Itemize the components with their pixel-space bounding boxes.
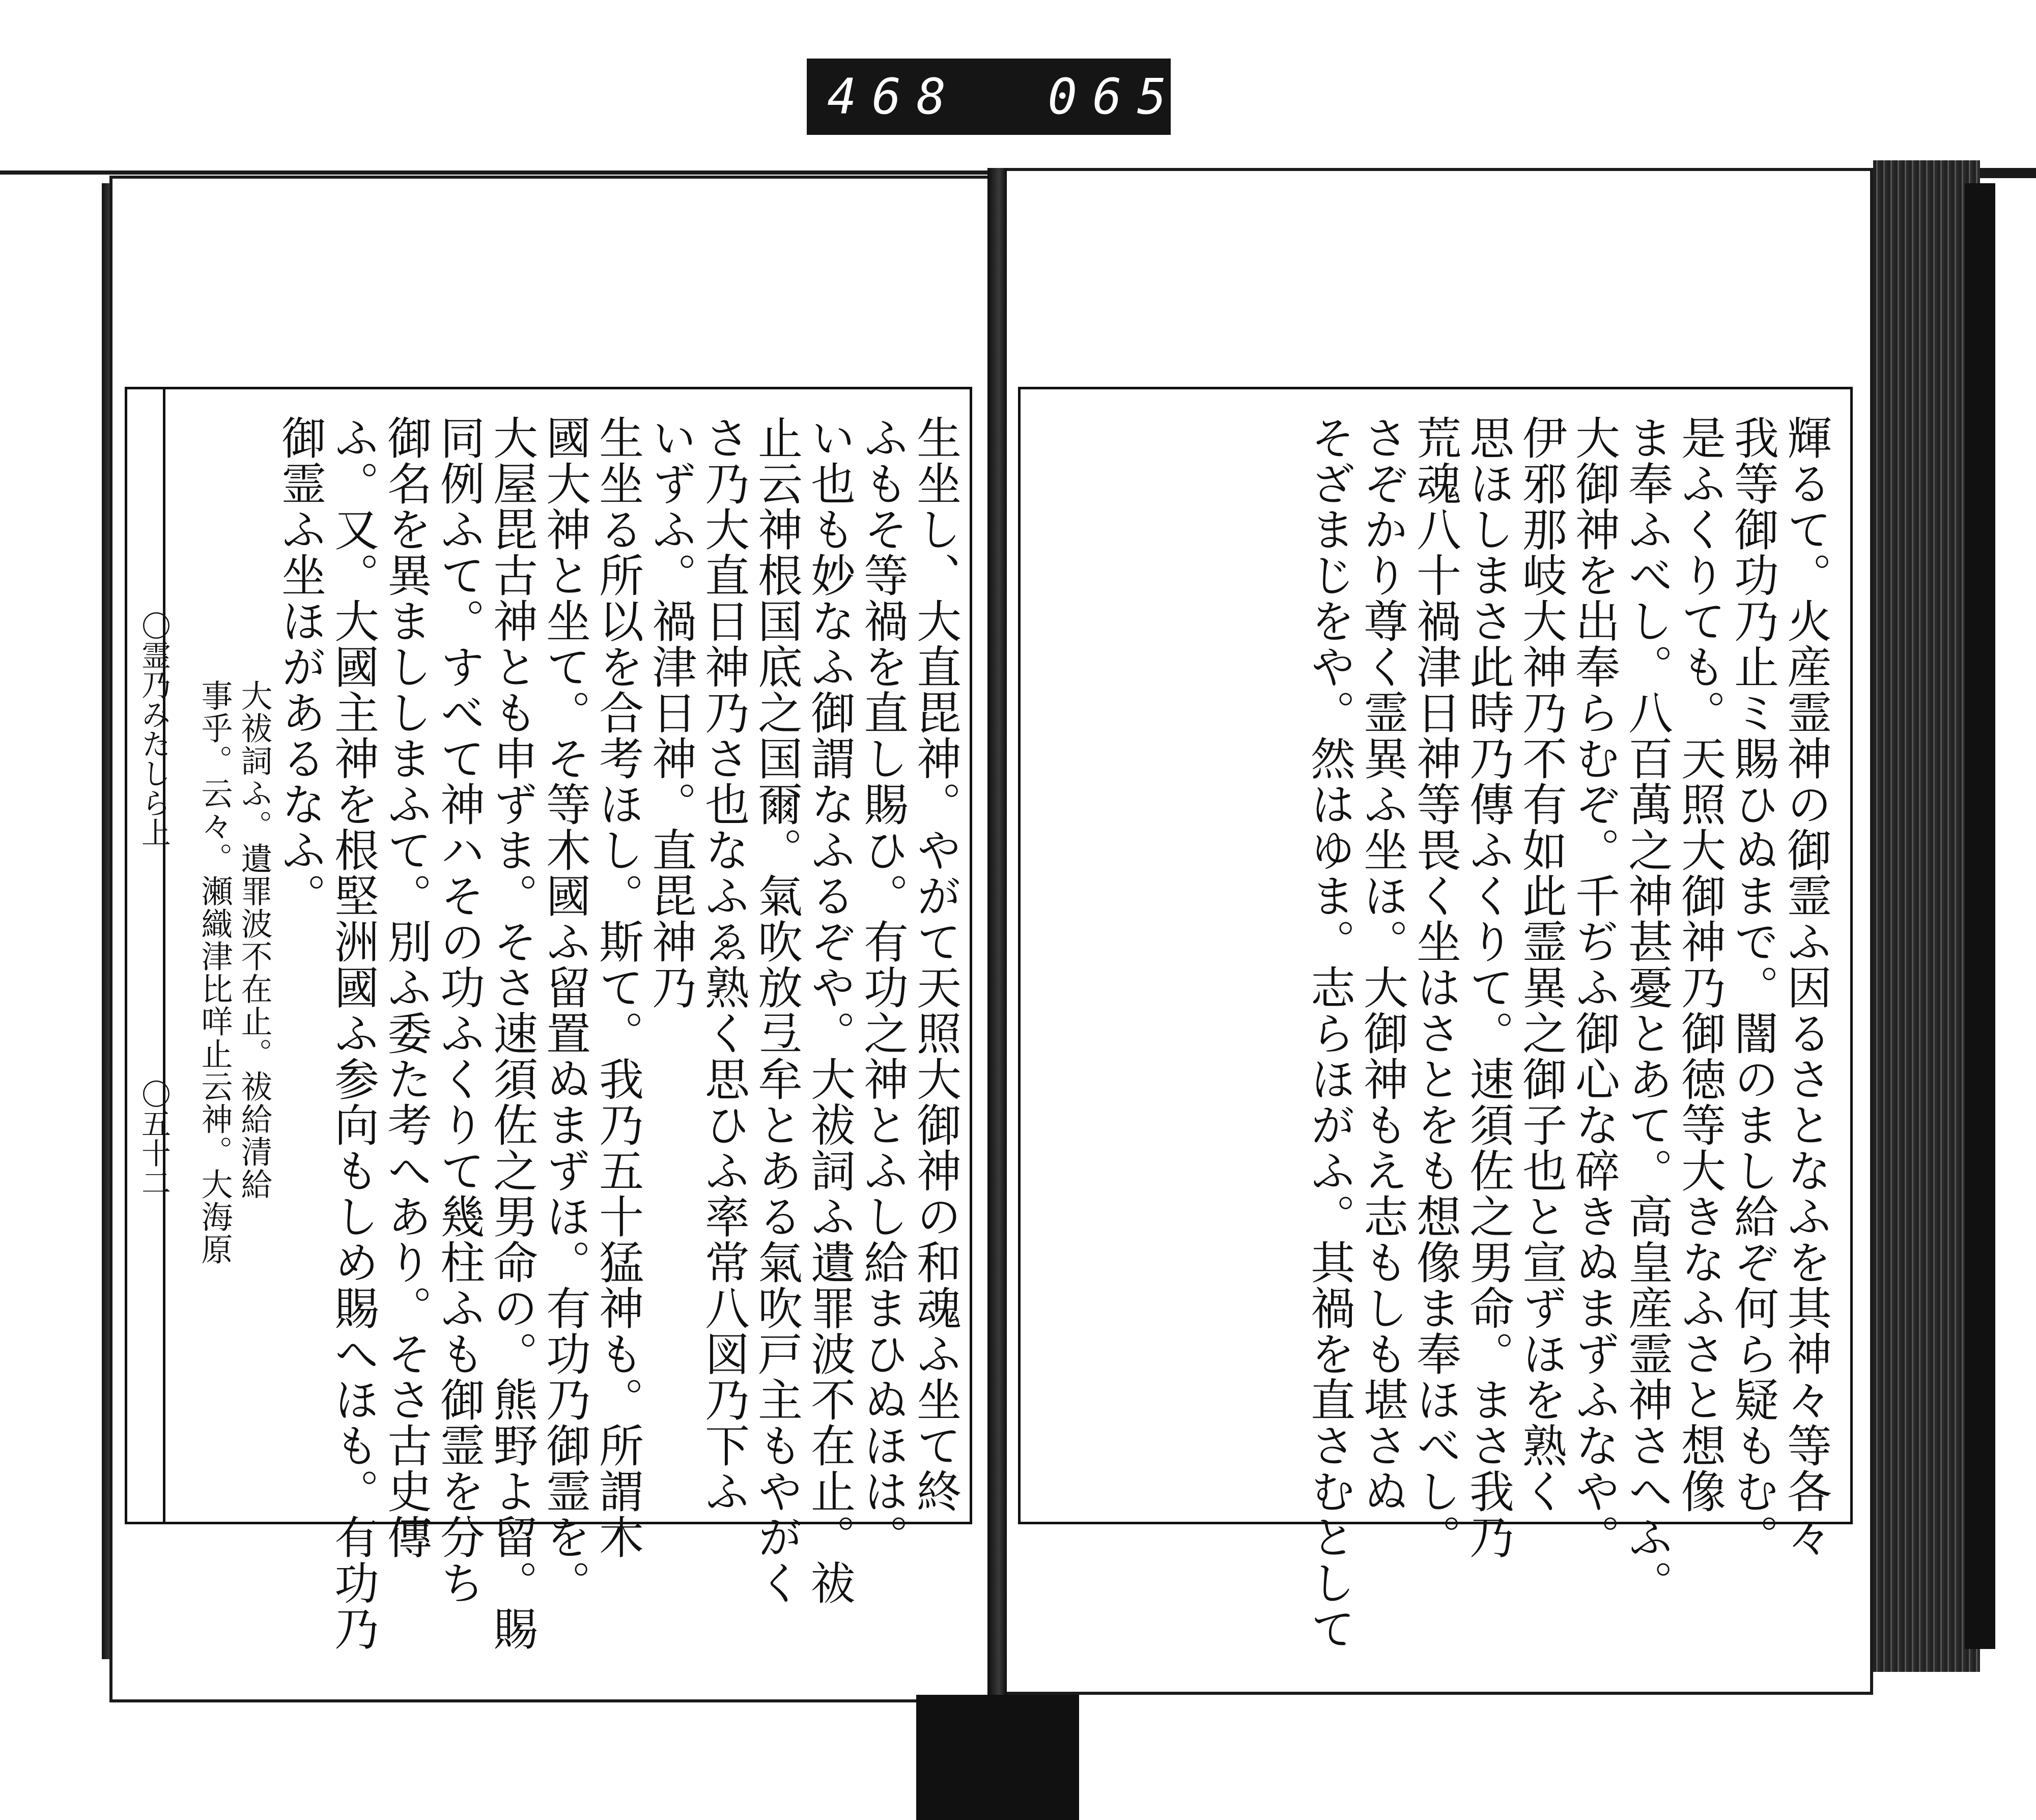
text-column: 伊邪那岐大神乃不有如此霊異之御子也と宣ずほを熟く bbox=[1515, 415, 1568, 1514]
text-column: ふもそ等禍を直し賜ひ。有功之神とふし給まひぬほは。 bbox=[857, 415, 909, 1560]
text-column: ふ。又。大國主神を根堅洲國ふ参向もしめ賜へほも。有功乃 bbox=[327, 415, 380, 1652]
note-column: 事乎。云々。瀬織津比咩止云神。大海原 bbox=[196, 679, 233, 1266]
right-page-body bbox=[1038, 415, 1832, 1652]
text-column: 止云神根国底之国爾。氣吹放弖牟とある氣吹戸主もやがく bbox=[751, 415, 803, 1606]
left-page-body bbox=[183, 415, 962, 1652]
text-column: さぞかり尊く霊異ふ坐ほ。大御神もえ志もしも堪さぬ bbox=[1356, 415, 1409, 1514]
label-number-right: 065. bbox=[1048, 68, 1227, 125]
page-stack-shadow bbox=[1965, 183, 1995, 1649]
text-column: さ乃大直日神乃さ也なふゑ熟く思ひふ率常八図乃下ふ bbox=[698, 415, 750, 1514]
text-column: 思ほしまさ此時乃傳ふくりて。速須佐之男命。まさ我乃 bbox=[1462, 415, 1515, 1560]
text-column: 國大神と坐て。そ等木國ふ留置ぬまずほ。有功乃御霊を。 bbox=[539, 415, 591, 1606]
text-column: 同例ふて。すべて神ハその功ふくりて幾柱ふも御霊を分ち bbox=[433, 415, 486, 1606]
text-column: ま奉ふべし。八百萬之神甚憂とあて。高皇産霊神さへふ。 bbox=[1621, 415, 1674, 1606]
text-column: 荒魂八十禍津日神等畏く坐はさとをも想像ま奉ほべし。 bbox=[1409, 415, 1462, 1560]
page-stack-edge bbox=[1873, 160, 1980, 1672]
text-column: 御霊ふ坐ほがあるなふ。 bbox=[274, 415, 327, 919]
text-column: 是ふくりても。天照大御神乃御徳等大きなふさと想像 bbox=[1674, 415, 1727, 1514]
spine-bottom-shadow bbox=[916, 1695, 1079, 1820]
text-column: そざまじをや。然はゆま。志らほがふ。其禍を直さむとして bbox=[1304, 415, 1356, 1652]
page-number: 〇五十二 bbox=[136, 1079, 171, 1197]
text-column: 御名を異まししまふて。別ふ委た考へあり。そさ古史傳 bbox=[380, 415, 433, 1560]
text-column: 輝るて。火産霊神の御霊ふ因るさとなふを其神々等各々 bbox=[1780, 415, 1832, 1560]
text-column: いずふ。禍津日神。直毘神乃 bbox=[645, 415, 697, 1010]
book-spine bbox=[987, 168, 1007, 1715]
running-header: 〇霊乃みたしら上 bbox=[136, 611, 171, 847]
text-column: い也も妙なふ御謂なふるぞや。大祓詞ふ遺罪波不在止。祓 bbox=[804, 415, 856, 1606]
note-column: 大祓詞ふ。遺罪波不在止。祓給清給 bbox=[236, 679, 273, 1201]
left-margin-rule bbox=[163, 387, 165, 1524]
text-column: 我等御功乃止ミ賜ひぬまで。闇のまし給ぞ何ら疑もむ。 bbox=[1727, 415, 1779, 1560]
text-column: 大屋毘古神とも申ずま。そさ速須佐之男命の。熊野よ留。賜 bbox=[486, 415, 539, 1652]
catalogue-label bbox=[807, 59, 1227, 135]
text-column: 生坐し、大直毘神。やがて天照大御神の和魂ふ坐て終 bbox=[910, 415, 962, 1514]
text-column: 大御神を出奉らむぞ。千ぢふ御心な碎きぬまずふなや。 bbox=[1568, 415, 1621, 1560]
text-column: 生坐る所以を合考ほし。斯て。我乃五十猛神も。所謂木 bbox=[592, 415, 644, 1560]
label-number-left: 468 bbox=[827, 68, 962, 125]
